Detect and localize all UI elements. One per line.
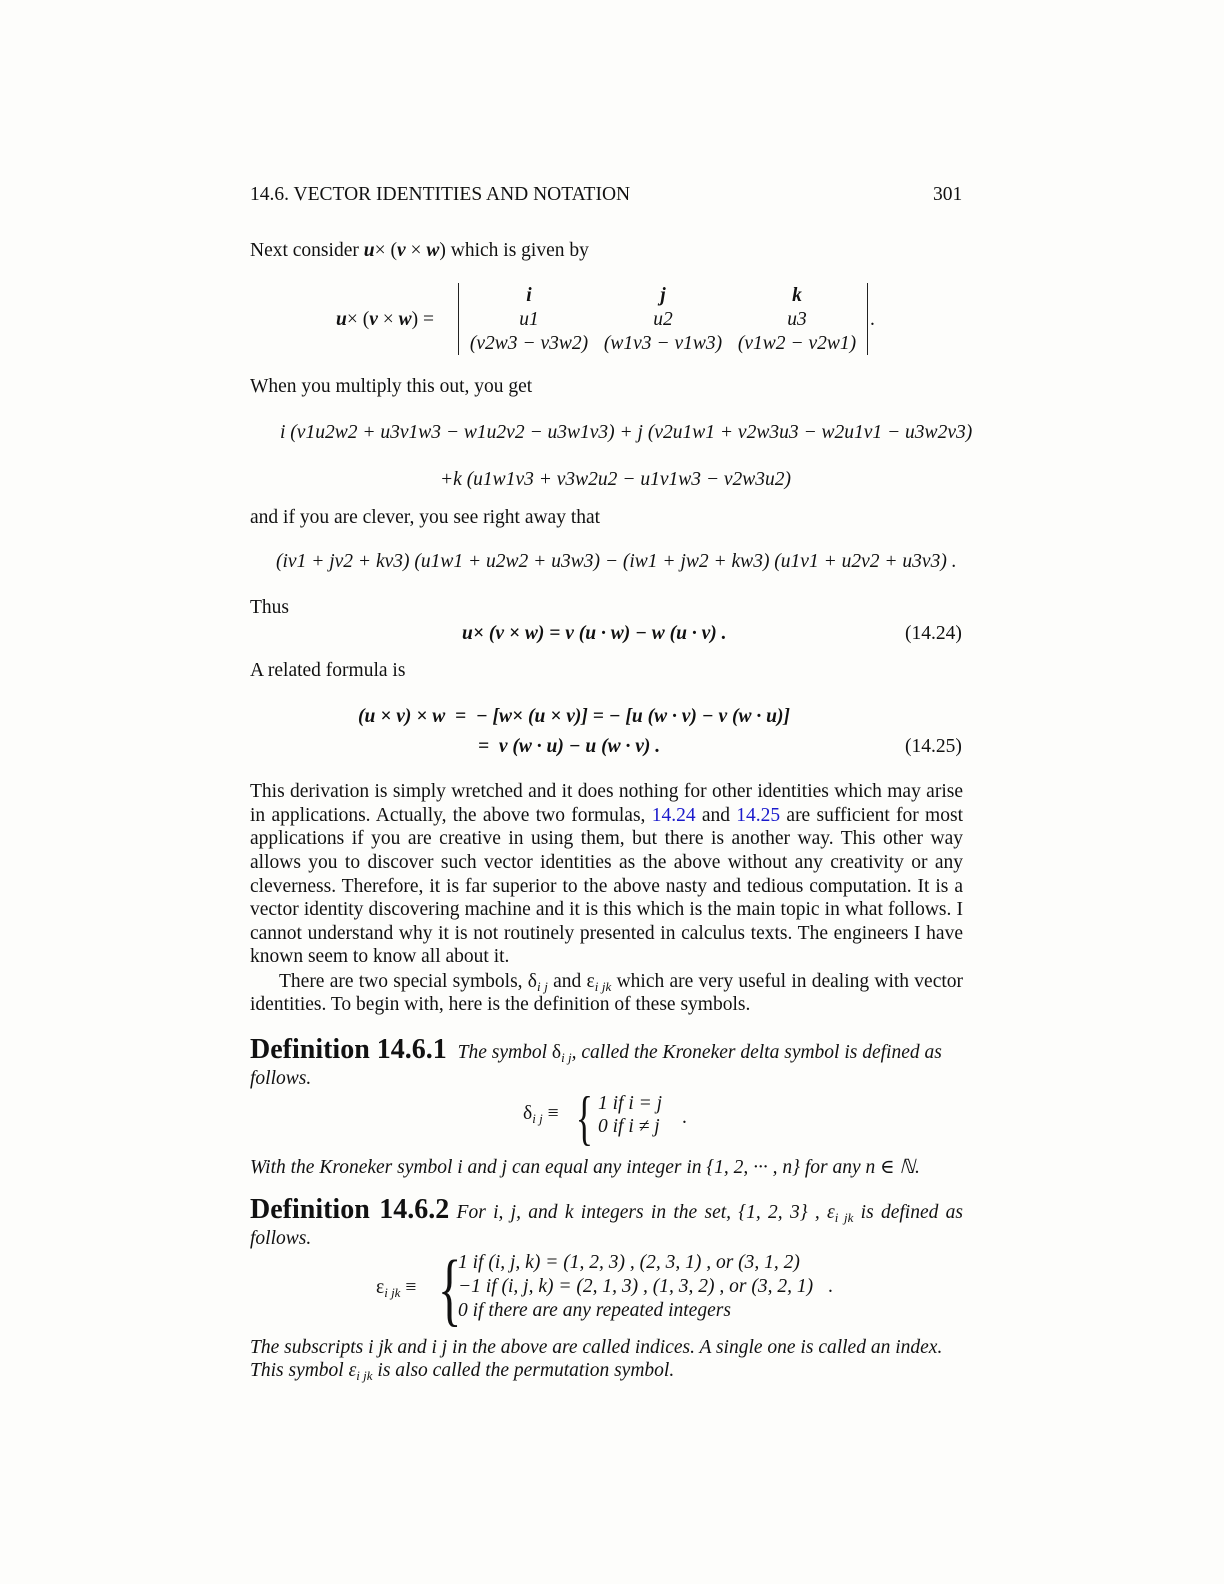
kronecker-period: . xyxy=(682,1107,687,1128)
intro-text: Next consider u× (v × w) which is given by xyxy=(250,240,589,261)
det-cell: (w1v3 − v1w3) xyxy=(603,333,723,354)
paragraph-line: vector identity discovering machine and it is this which is the main topic in what follows. I xyxy=(250,899,963,920)
definition-heading: Definition 14.6.1 xyxy=(250,1034,447,1065)
symbols-intro-line-2: identities. To begin with, here is the definition of these symbols. xyxy=(250,994,751,1015)
definition-follows: follows. xyxy=(250,1228,312,1249)
levi-civita-period: . xyxy=(828,1276,833,1297)
definition-follows: follows. xyxy=(250,1068,312,1089)
intro-post: which is given by xyxy=(445,240,589,261)
levi-civita-lhs: $\varepsilon_{i jk}$ ≡ xyxy=(376,1277,417,1300)
determinant-lhs: u× (v × w) = xyxy=(336,309,435,330)
equation-14-24: u× (v × w) = v (u · w) − w (u · v) . xyxy=(462,623,727,644)
paragraph-line: known seem to know all about it. xyxy=(250,946,510,967)
levi-civita-case: −1 if (i, j, k) = (2, 1, 3) , (1, 3, 2) , or (3, 2, 1) xyxy=(458,1276,814,1297)
link-eq-14-25[interactable]: 14.25 xyxy=(736,805,781,826)
permutation-note: This symbol $\varepsilon_{i jk}$ is also called the permutation symbol. xyxy=(250,1360,675,1383)
kronecker-case: 1 if i = j xyxy=(598,1093,663,1114)
det-cell: i xyxy=(526,285,532,306)
paragraph-line: applications if you are creative in using them, but there is another way. This other way xyxy=(250,828,963,849)
intro-pre: Next consider xyxy=(250,240,364,261)
paragraph-line: in applications. Actually, the above two formulas, 14.24 and 14.25 are sufficient for most xyxy=(250,805,963,826)
levi-civita-case: 0 if there are any repeated integers xyxy=(458,1300,731,1321)
equation-14-25-line-1: (u × v) × w = − [w× (u × v)] = − [u (w · v) − v (w · u)] xyxy=(358,706,790,727)
det-cell: (v2w3 − v3w2) xyxy=(469,333,589,354)
left-brace: { xyxy=(437,1243,462,1334)
clever-text: and if you are clever, you see right away that xyxy=(250,507,601,528)
indices-note: The subscripts i jk and i j in the above are called indices. A single one is called an index. xyxy=(250,1337,943,1358)
det-cell: u3 xyxy=(787,309,807,330)
paragraph-line: cannot understand why it is not routinely presented in calculus texts. The engineers I have xyxy=(250,923,963,944)
definition-14-6-2: Definition 14.6.2 For i, j, and k integers in the set, {1, 2, 3} , $\varepsilon_{i jk}$ is defined as xyxy=(250,1194,964,1225)
epsilon-symbol: ε xyxy=(586,971,595,992)
equation-label-14-24: (14.24) xyxy=(905,623,962,644)
determinant xyxy=(458,283,868,355)
det-cell: u1 xyxy=(519,309,539,330)
definition-14-6-1: Definition 14.6.1 The symbol $\delta_{i j}$, called the Kroneker delta symbol is defined as xyxy=(250,1034,942,1065)
multiply-text: When you multiply this out, you get xyxy=(250,376,533,397)
thus-text: Thus xyxy=(250,597,289,618)
factored-equation: (iv1 + jv2 + kv3) (u1w1 + u2w2 + u3w3) − (iw1 + jw2 + kw3) (u1v1 + u2v2 + u3v3) . xyxy=(276,551,957,572)
running-header: 14.6. VECTOR IDENTITIES AND NOTATION xyxy=(250,184,631,205)
det-period: . xyxy=(870,309,875,330)
levi-civita-case: 1 if (i, j, k) = (1, 2, 3) , (2, 3, 1) , or (3, 1, 2) xyxy=(458,1252,800,1273)
link-eq-14-24[interactable]: 14.24 xyxy=(651,805,696,826)
equation-14-25-line-2: = v (w · u) − u (w · v) . xyxy=(478,736,661,757)
delta-symbol: δ xyxy=(527,971,537,992)
paragraph-line: cleverness. Therefore, it is far superior to the above nasty and tedious computation. It is a xyxy=(250,876,963,897)
det-cell: (v1w2 − v2w1) xyxy=(737,333,857,354)
paragraph-line: This derivation is simply wretched and it does nothing for other identities which may arise xyxy=(250,781,963,802)
kronecker-case: 0 if i ≠ j xyxy=(598,1116,660,1137)
kronecker-note: With the Kroneker symbol i and j can equal any integer in {1, 2, ··· , n} for any n ∈ ℕ. xyxy=(250,1157,920,1178)
equation-label-14-25: (14.25) xyxy=(905,736,962,757)
left-brace: { xyxy=(575,1085,594,1151)
kronecker-lhs: $\delta_{i j}$ ≡ xyxy=(523,1103,559,1126)
paragraph-line: allows you to discover such vector identities as the above without any creativity or any xyxy=(250,852,963,873)
symbols-intro-line: There are two special symbols, $\delta_{i j}$ and $\varepsilon_{i jk}$ which are very useful in dealing with vector xyxy=(279,971,964,994)
det-cell: u2 xyxy=(653,309,673,330)
det-cell: j xyxy=(660,285,666,306)
definition-heading: Definition 14.6.2 xyxy=(250,1194,450,1225)
page-number: 301 xyxy=(933,184,963,205)
expansion-line-2: +k (u1w1v3 + v3w2u2 − u1v1w3 − v2w3u2) xyxy=(440,469,792,490)
related-text: A related formula is xyxy=(250,660,406,681)
det-cell: k xyxy=(792,285,802,306)
expansion-line-1: i (v1u2w2 + u3v1w3 − w1u2v2 − u3w1v3) + j (v2u1w1 + v2w3u3 − w2u1v1 − u3w2v3) xyxy=(280,422,973,443)
